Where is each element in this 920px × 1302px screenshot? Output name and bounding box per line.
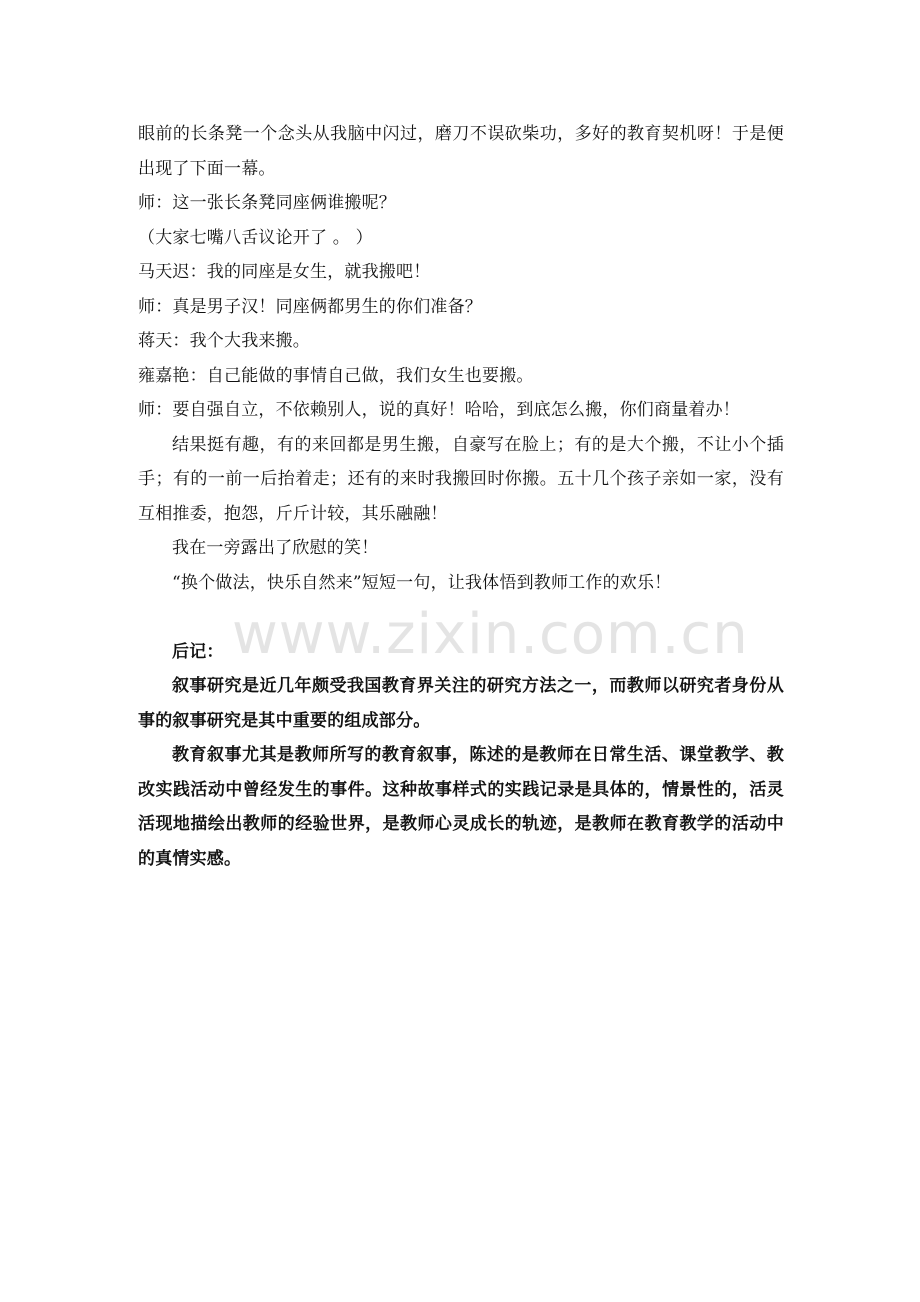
postscript-paragraph: 叙事研究是近几年颇受我国教育界关注的研究方法之一，而教师以研究者身份从事的叙事研究是其中重要的组成部分。 <box>138 676 784 731</box>
postscript-heading: 后记： <box>172 641 224 662</box>
postscript-paragraph: 教育叙事尤其是教师所写的教育叙事，陈述的是教师在日常生活、课堂教学、教改实践活动中曾经发生的事件。这种故事样式的实践记录是具体的，情景性的，活灵活现地描绘出教师的经验世界，是教师心灵成长的轨迹，是教师在教育教学的活动中的真情实感。 <box>138 745 784 869</box>
dialogue-line: 雍嘉艳：自己能做的事情自己做，我们女生也要搬。 <box>138 365 534 386</box>
document-body <box>138 117 784 876</box>
blank-line <box>138 600 784 635</box>
narrative-paragraph: 我在一旁露出了欣慰的笑！ <box>172 538 379 558</box>
site-watermark: www.zixin.com.cn <box>232 602 749 667</box>
dialogue-line: 师：这一张长条凳同座俩谁搬呢？ <box>138 193 396 213</box>
dialogue-line: 师：真是男子汉！同座俩都男生的你们准备？ <box>138 296 482 317</box>
dialogue-line: 马天迟：我的同座是女生，就我搬吧！ <box>138 262 431 282</box>
stage-direction: （大家七嘴八舌议论开了 。 ） <box>138 227 373 248</box>
dialogue-line: 蒋天：我个大我来搬。 <box>138 331 310 351</box>
narrative-paragraph: 眼前的长条凳一个念头从我脑中闪过，磨刀不误砍柴功，多好的教育契机呀！于是便出现了下面一幕。 <box>138 124 784 179</box>
narrative-paragraph: 结果挺有趣，有的来回都是男生搬，自豪写在脸上；有的是大个搬，不让小个插手；有的一前一后抬着走；还有的来时我搬回时你搬。五十几个孩子亲如一家，没有互相推委，抱怨，斤斤计较，其乐融融！ <box>138 434 784 524</box>
dialogue-line: 师：要自强自立，不依赖别人，说的真好！哈哈，到底怎么搬，你们商量着办！ <box>138 400 740 420</box>
narrative-paragraph: “换个做法，快乐自然来”短短一句，让我体悟到教师工作的欢乐！ <box>172 572 672 593</box>
